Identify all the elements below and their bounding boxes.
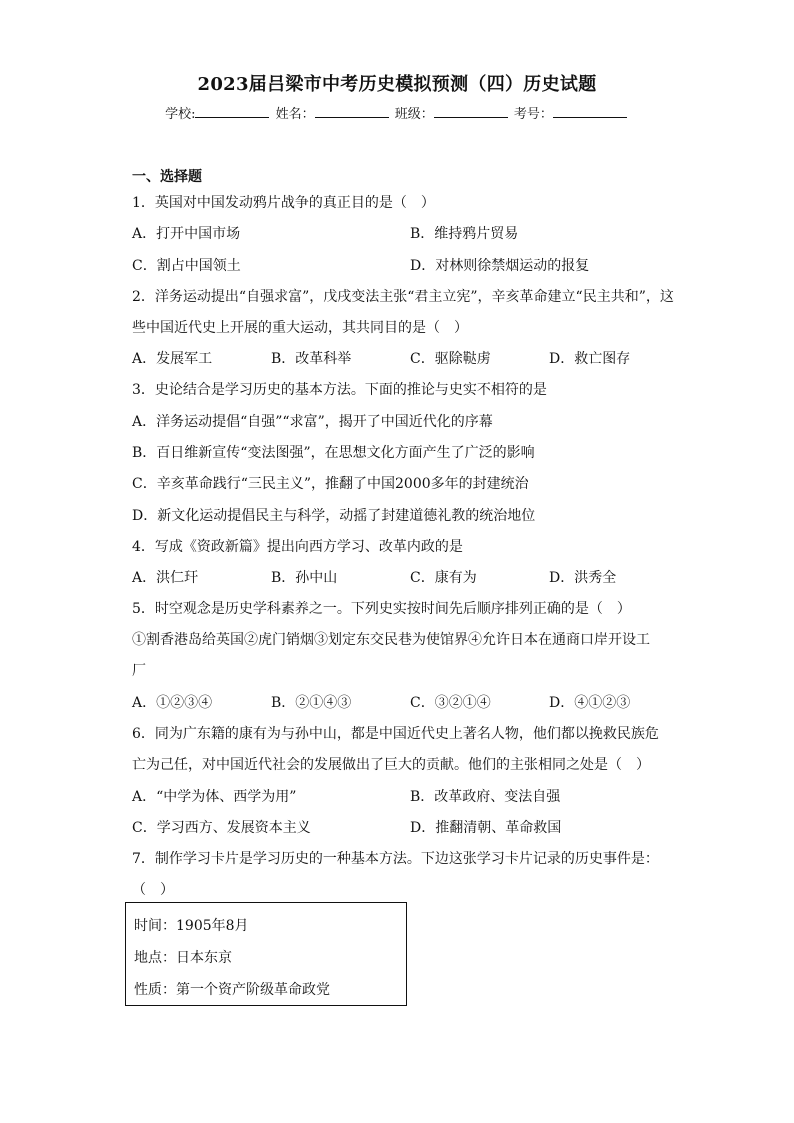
question-7-stem-line2: （ ） bbox=[132, 882, 174, 898]
question-7-stem-line1: 7．制作学习卡片是学习历史的一种基本方法。下边这张学习卡片记录的历史事件是： bbox=[132, 851, 659, 867]
question-5-stem: 5．时空观念是历史学科素养之一。下列史实按时间先后顺序排列正确的是（ ） bbox=[132, 601, 631, 617]
question-5-events-line2: 厂 bbox=[132, 663, 146, 679]
question-1-option-d[interactable]: D．对林则徐禁烟运动的报复 bbox=[410, 258, 590, 274]
question-2-stem-line1: 2．洋务运动提出“自强求富”，戊戌变法主张“君主立宪”，辛亥革命建立“民主共和”，这 bbox=[132, 289, 674, 305]
school-label: 学校: bbox=[165, 107, 196, 122]
section-heading: 一、选择题 bbox=[132, 169, 202, 185]
exam-no-label: 考号： bbox=[513, 107, 553, 122]
question-3-option-b[interactable]: B．百日维新宣传“变法图强”，在思想文化方面产生了广泛的影响 bbox=[132, 445, 535, 461]
question-4-option-a[interactable]: A．洪仁玕 bbox=[132, 570, 199, 586]
class-label: 班级： bbox=[394, 107, 434, 122]
question-2-option-d[interactable]: D．救亡图存 bbox=[549, 351, 631, 367]
class-blank[interactable] bbox=[434, 105, 508, 118]
question-2-option-c[interactable]: C．驱除鞑虏 bbox=[410, 351, 491, 367]
page-title: 2023届吕梁市中考历史模拟预测（四）历史试题 bbox=[197, 74, 597, 95]
question-3-option-c[interactable]: C．辛亥革命践行“三民主义”，推翻了中国2000多年的封建统治 bbox=[132, 476, 529, 492]
question-1-option-b[interactable]: B．维持鸦片贸易 bbox=[410, 226, 519, 242]
school-blank[interactable] bbox=[195, 105, 269, 118]
question-5-option-c[interactable]: C．③②①④ bbox=[410, 695, 491, 711]
question-4-option-b[interactable]: B．孙中山 bbox=[271, 570, 338, 586]
student-info-line bbox=[0, 103, 794, 122]
study-card bbox=[125, 902, 407, 1006]
question-6-stem-line2: 亡为己任，对中国近代社会的发展做出了巨大的贡献。他们的主张相同之处是（ ） bbox=[132, 757, 650, 773]
question-6-option-d[interactable]: D．推翻清朝、革命救国 bbox=[410, 820, 562, 836]
question-1-option-c[interactable]: C．割占中国领土 bbox=[132, 258, 241, 274]
question-6-option-b[interactable]: B．改革政府、变法自强 bbox=[410, 789, 561, 805]
question-2-option-a[interactable]: A．发展军工 bbox=[132, 351, 213, 367]
question-5-option-d[interactable]: D．④①②③ bbox=[549, 695, 631, 711]
card-time: 时间：1905年8月 bbox=[134, 918, 249, 934]
question-3-stem: 3．史论结合是学习历史的基本方法。下面的推论与史实不相符的是 bbox=[132, 382, 547, 398]
question-6-stem-line1: 6．同为广东籍的康有为与孙中山，都是中国近代史上著名人物，他们都以挽救民族危 bbox=[132, 726, 659, 742]
card-place: 地点：日本东京 bbox=[134, 950, 232, 966]
question-6-option-a[interactable]: A．“中学为体、西学为用” bbox=[132, 789, 297, 805]
exam-no-blank[interactable] bbox=[553, 105, 627, 118]
question-6-option-c[interactable]: C．学习西方、发展资本主义 bbox=[132, 820, 311, 836]
question-4-stem: 4．写成《资政新篇》提出向西方学习、改革内政的是 bbox=[132, 539, 463, 555]
question-2-stem-line2: 些中国近代史上开展的重大运动，其共同目的是（ ） bbox=[132, 320, 468, 336]
name-blank[interactable] bbox=[315, 105, 389, 118]
question-5-option-b[interactable]: B．②①④③ bbox=[271, 695, 352, 711]
question-3-option-d[interactable]: D．新文化运动提倡民主与科学，动摇了封建道德礼教的统治地位 bbox=[132, 508, 536, 524]
card-nature: 性质：第一个资产阶级革命政党 bbox=[134, 982, 330, 998]
question-4-option-d[interactable]: D．洪秀全 bbox=[549, 570, 617, 586]
question-5-events-line1: ①割香港岛给英国②虎门销烟③划定东交民巷为使馆界④允许日本在通商口岸开设工 bbox=[132, 632, 650, 648]
name-label: 姓名： bbox=[275, 107, 315, 122]
question-5-option-a[interactable]: A．①②③④ bbox=[132, 695, 213, 711]
question-4-option-c[interactable]: C．康有为 bbox=[410, 570, 477, 586]
question-2-option-b[interactable]: B．改革科举 bbox=[271, 351, 352, 367]
question-1-stem: 1．英国对中国发动鸦片战争的真正目的是（ ） bbox=[132, 195, 435, 211]
question-3-option-a[interactable]: A．洋务运动提倡“自强”“求富”，揭开了中国近代化的序幕 bbox=[132, 414, 493, 430]
question-1-option-a[interactable]: A．打开中国市场 bbox=[132, 226, 241, 242]
